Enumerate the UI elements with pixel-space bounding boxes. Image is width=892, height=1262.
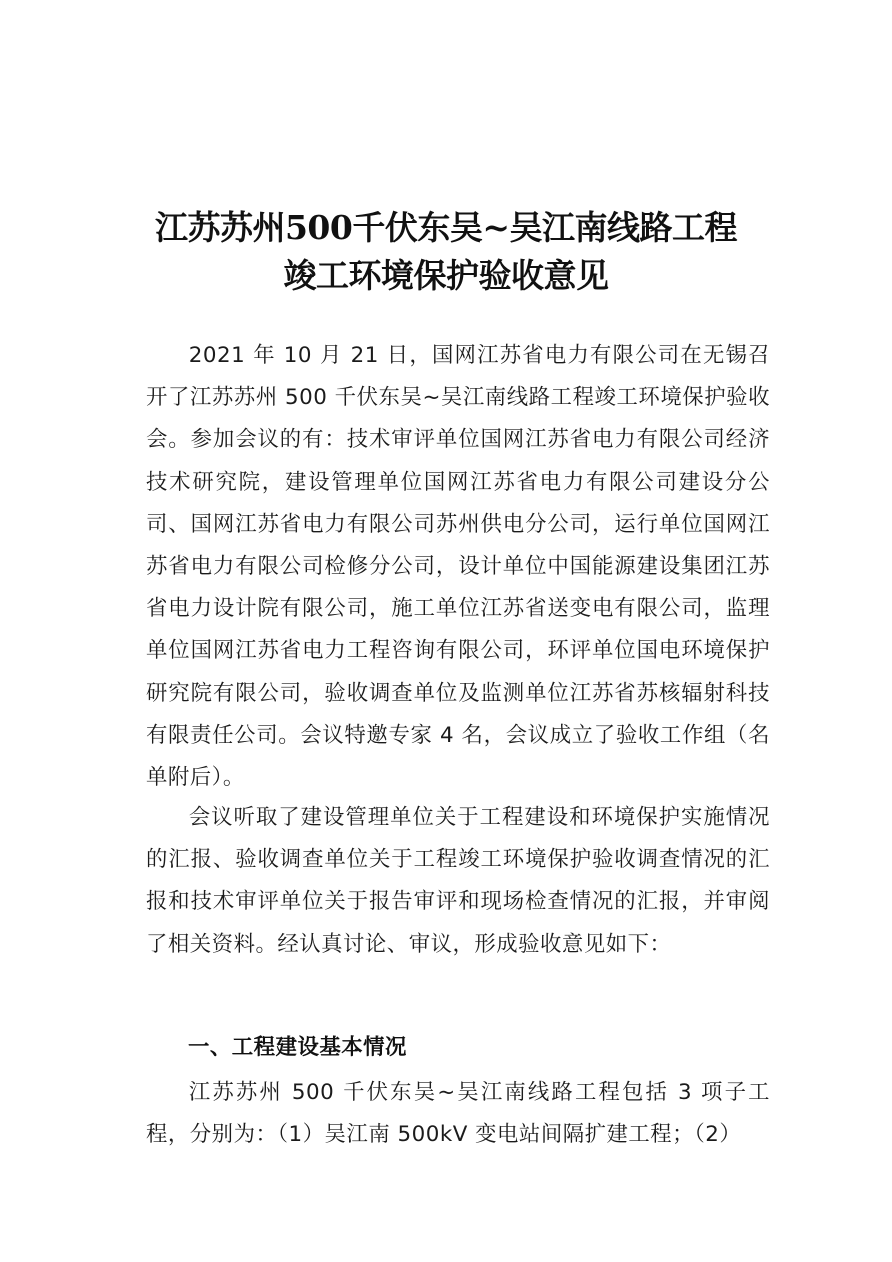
document-title-line1: 江苏苏州500千伏东吴~吴江南线路工程 [154,208,738,247]
paragraph-meeting-intro: 2021 年 10 月 21 日，国网江苏省电力有限公司在无锡召开了江苏苏州 500 千伏东吴~吴江南线路工程竣工环境保护验收会。参加会议的有：技术审评单位国网江苏省电力有限公司经济技术研究院，建设管理单位国网江苏省电力有限公司建设分公司、国网江苏省电力有限公司苏州供电分公司，运行单位国网江苏省电力有限公司检修分公司，设计单位中国能源建设集团江苏省电力设计院有限公司，施工单位江苏省送变电有限公司，监理单位国网江苏省电力工程咨询有限公司，环评单位国电环境保护研究院有限公司，验收调查单位及监测单位江苏省苏核辐射科技有限责任公司。会议特邀专家 4 名，会议成立了验收工作组（名单附后）。 [146,343,770,791]
section-heading-project-overview: 一、工程建设基本情况 [188,1035,407,1060]
paragraph-meeting-review: 会议听取了建设管理单位关于工程建设和环境保护实施情况的汇报、验收调查单位关于工程竣工环境保护验收调查情况的汇报和技术审评单位关于报告审评和现场检查情况的汇报，并审阅了相关资料。经认真讨论、审议，形成验收意见如下： [146,805,770,957]
document-title-line2: 竣工环境保护验收意见 [283,256,609,295]
paragraph-project-overview: 江苏苏州 500 千伏东吴~吴江南线路工程包括 3 项子工程，分别为：（1）吴江南 500kV 变电站间隔扩建工程；（2） [146,1080,770,1148]
